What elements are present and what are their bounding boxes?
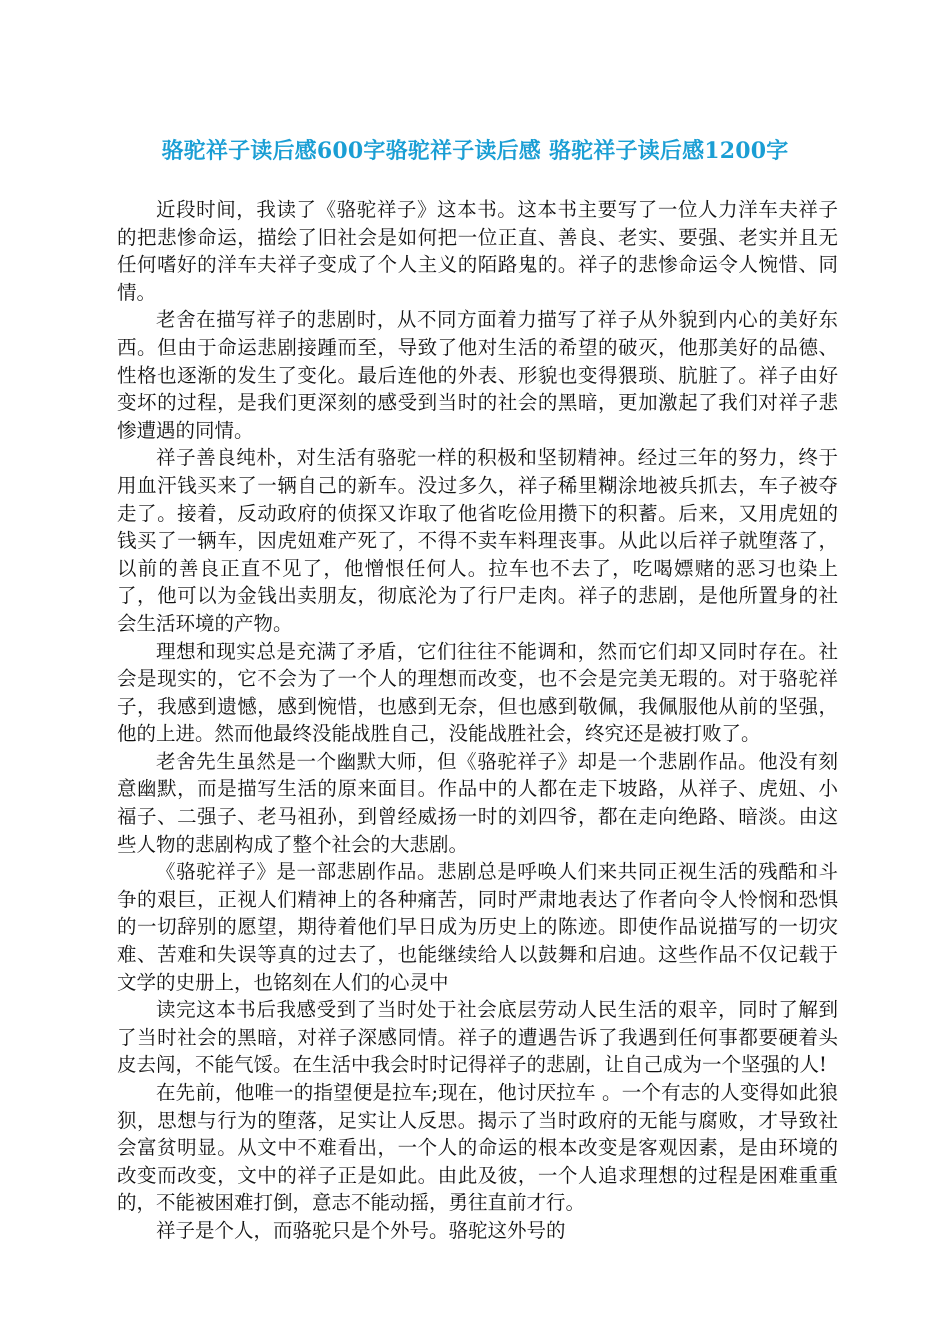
paragraph: 祥子是个人，而骆驼只是个外号。骆驼这外号的 [156,1218,566,1242]
paragraph: 老舍先生虽然是一个幽默大师，但《骆驼祥子》却是一个悲剧作品。他没有刻意幽默，而是描写生活的原来面目。作品中的人都在走下坡路，从祥子、虎妞、小福子、二强子、老马祖孙，到曾经威扬一时的刘四爷，都在走向绝路、暗淡。由这些人物的悲剧构成了整个社会的大悲剧。 [117,749,838,856]
paragraph: 老舍在描写祥子的悲剧时，从不同方面着力描写了祥子从外貌到内心的美好东西。但由于命运悲剧接踵而至，导致了他对生活的希望的破灭，他那美好的品德、性格也逐渐的发生了变化。最后连他的外表、形貌也变得猥琐、肮脏了。祥子由好变坏的过程，是我们更深刻的感受到当时的社会的黑暗，更加激起了我们对祥子悲惨遭遇的同情。 [117,308,838,442]
paragraph: 读完这本书后我感受到了当时处于社会底层劳动人民生活的艰辛，同时了解到了当时社会的黑暗，对祥子深感同情。祥子的遭遇告诉了我遇到任何事都要硬着头皮去闯，不能气馁。在生活中我会时时记得祥子的悲剧，让自己成为一个坚强的人! [117,998,838,1077]
paragraph: 祥子善良纯朴，对生活有骆驼一样的积极和坚韧精神。经过三年的努力，终于用血汗钱买来了一辆自己的新车。没过多久，祥子稀里糊涂地被兵抓去，车子被夺走了。接着，反动政府的侦探又诈取了他省吃俭用攒下的积蓄。后来，又用虎妞的钱买了一辆车，因虎妞难产死了，不得不卖车料理丧事。从此以后祥子就堕落了，以前的善良正直不见了，他憎恨任何人。拉车也不去了，吃喝嫖赌的恶习也染上了，他可以为金钱出卖朋友，彻底沦为了行尸走肉。祥子的悲剧，是他所置身的社会生活环境的产物。 [117,446,838,635]
document-title: 骆驼祥子读后感600字骆驼祥子读后感 骆驼祥子读后感1200字 [161,138,789,164]
paragraph: 理想和现实总是充满了矛盾，它们往往不能调和，然而它们却又同时存在。社会是现实的，它不会为了一个人的理想而改变，也不会是完美无瑕的。对于骆驼祥子，我感到遗憾，感到惋惜，也感到无奈，但也感到敬佩，我佩服他从前的坚强，他的上进。然而他最终没能战胜自己，没能战胜社会，终究还是被打败了。 [117,639,838,746]
document-body [117,196,838,1245]
paragraph: 近段时间，我读了《骆驼祥子》这本书。这本书主要写了一位人力洋车夫祥子的把悲惨命运，描绘了旧社会是如何把一位正直、善良、老实、要强、老实并且无任何嗜好的洋车夫祥子变成了个人主义的陌路鬼的。祥子的悲惨命运令人惋惜、同情。 [117,198,838,304]
paragraph: 《骆驼祥子》是一部悲剧作品。悲剧总是呼唤人们来共同正视生活的残酷和斗争的艰巨，正视人们精神上的各种痛苦，同时严肃地表达了作者向令人怜悯和恐惧的一切辞别的愿望，期待着他们早日成为历史上的陈迹。即使作品说描写的一切灾难、苦难和失误等真的过去了，也能继续给人以鼓舞和启迪。这些作品不仅记载于文学的史册上，也铭刻在人们的心灵中 [117,860,838,994]
paragraph: 在先前，他唯一的指望便是拉车;现在，他讨厌拉车 。一个有志的人变得如此狼狈，思想与行为的堕落，足实让人反思。揭示了当时政府的无能与腐败，才导致社会富贫明显。从文中不难看出，一个人的命运的根本改变是客观因素，是由环境的改变而改变，文中的祥子正是如此。由此及彼，一个人追求理想的过程是困难重重的，不能被困难打倒，意志不能动摇，勇往直前才行。 [117,1081,838,1215]
